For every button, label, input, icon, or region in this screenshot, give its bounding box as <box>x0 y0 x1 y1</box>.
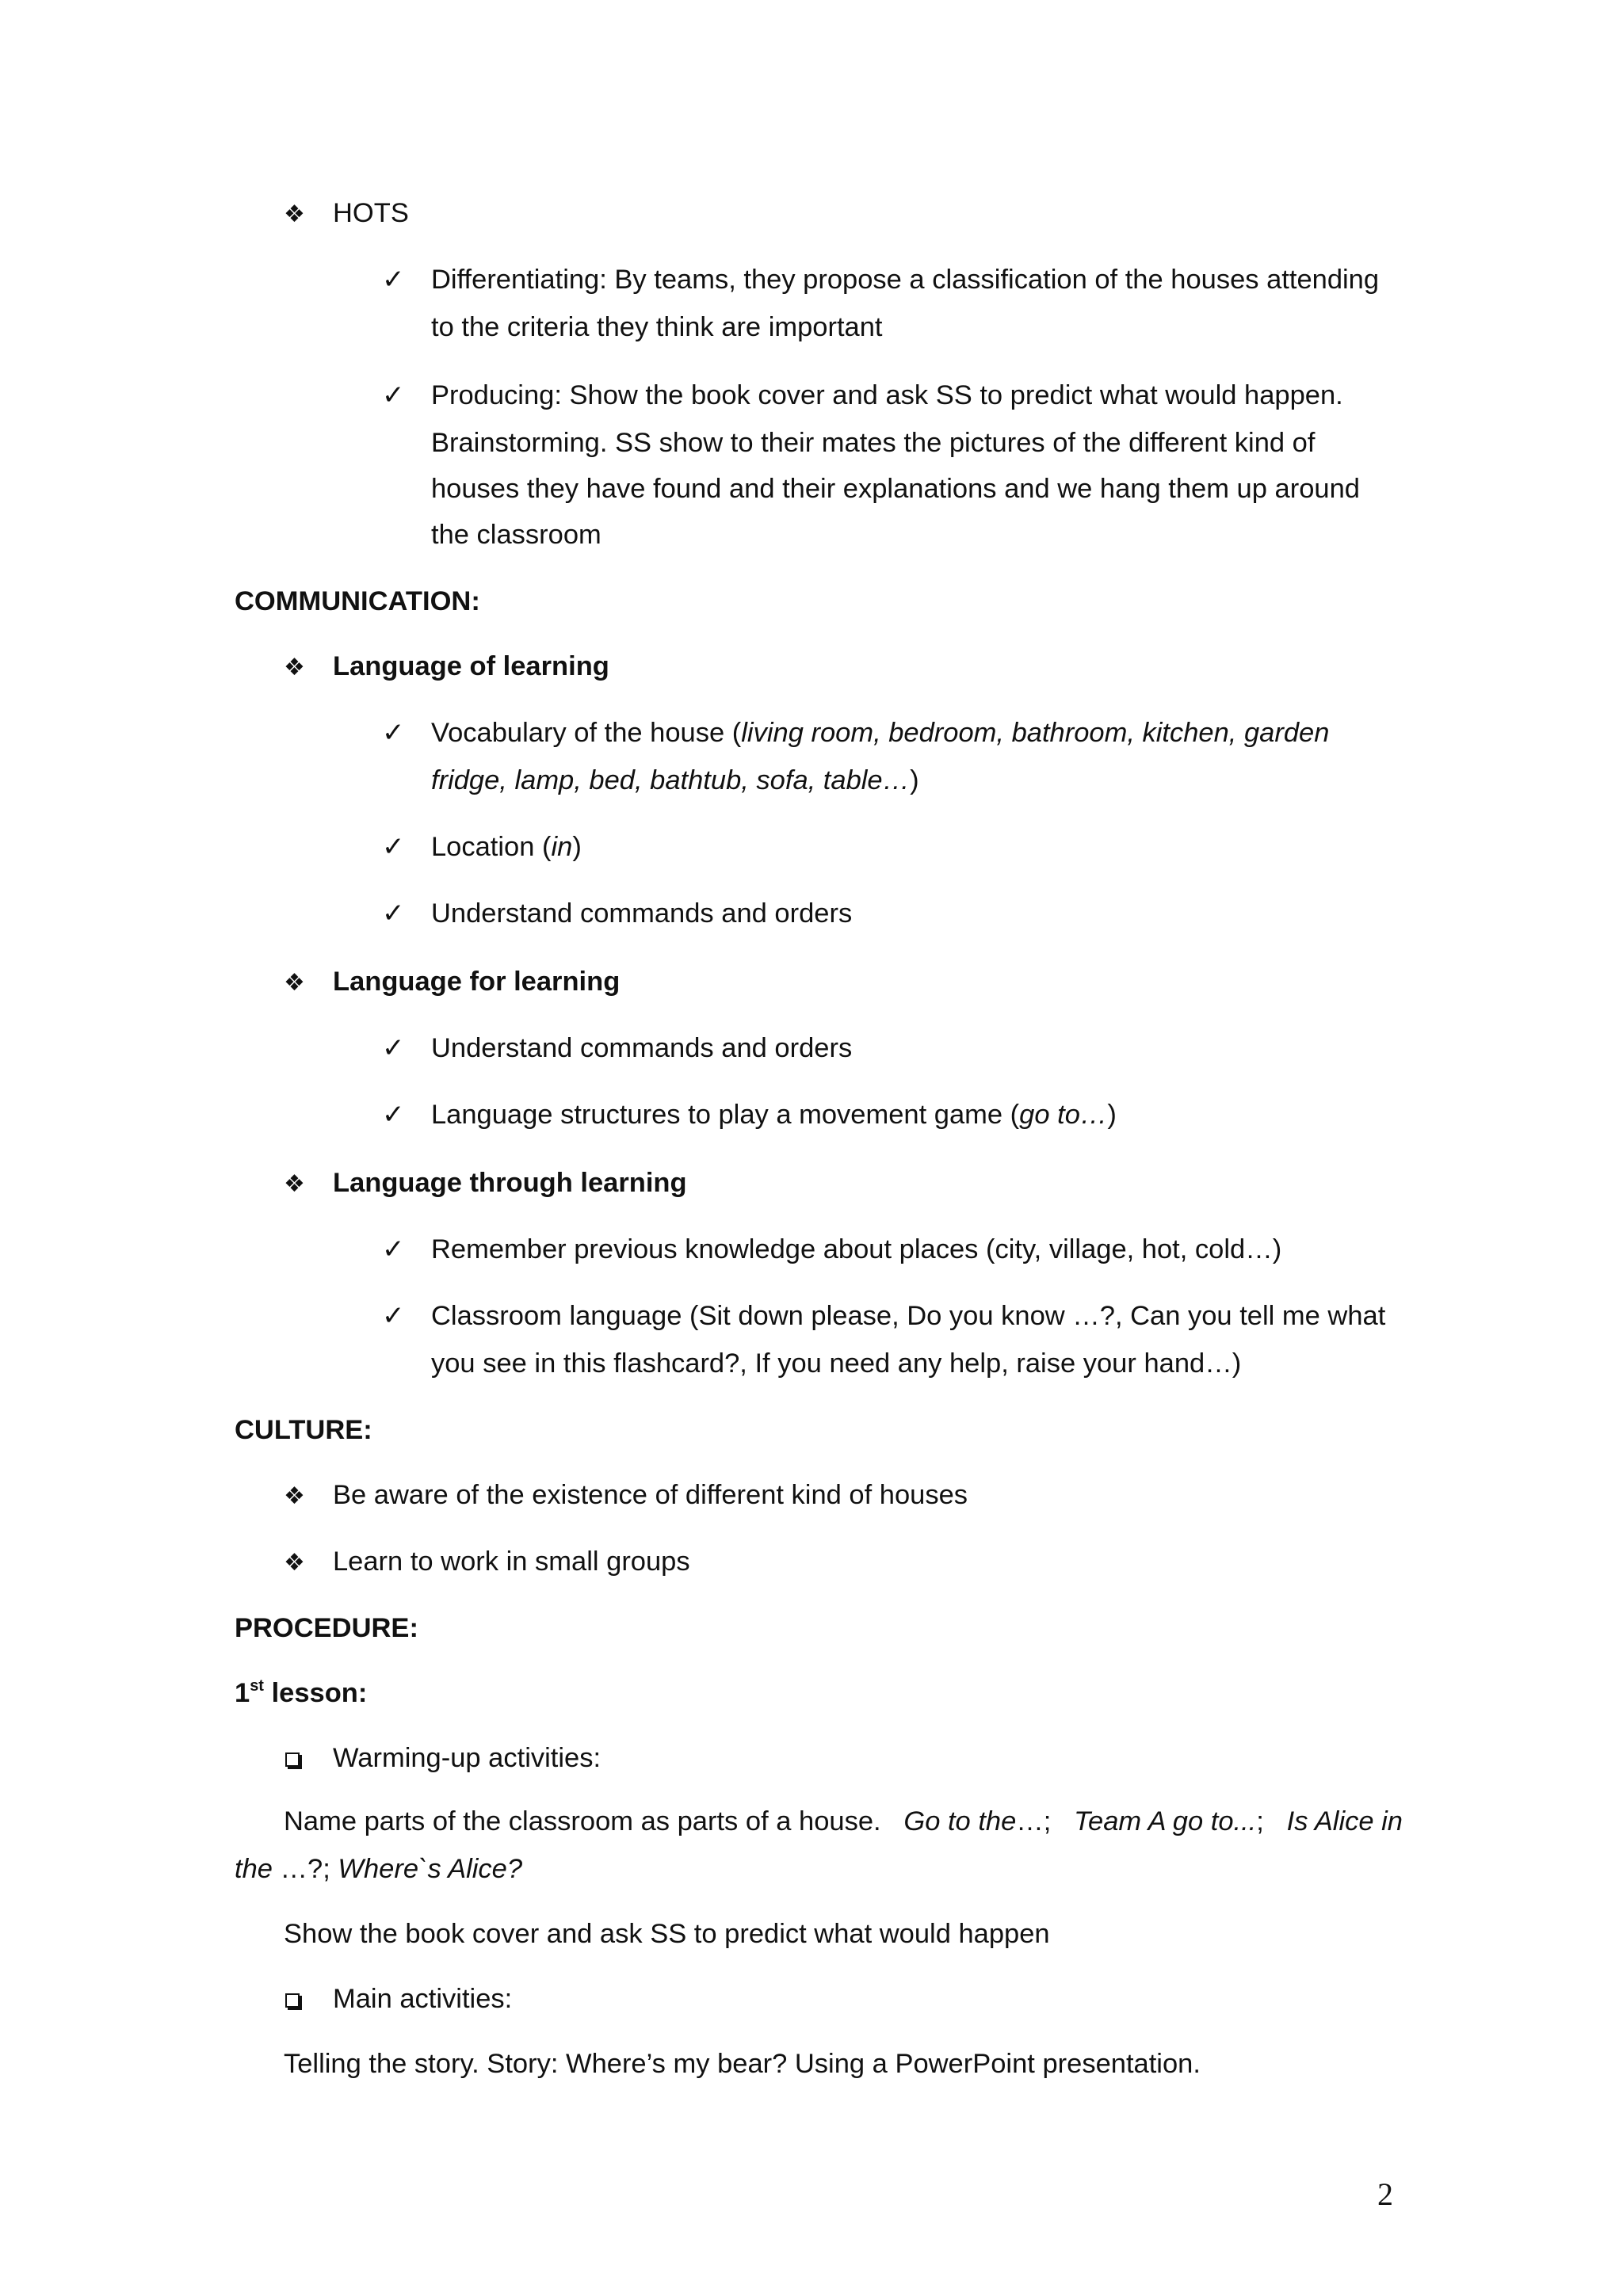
diamond-bullet-icon: ❖ <box>284 201 305 227</box>
check-bullet-icon: ✓ <box>382 1301 405 1331</box>
procedure-heading: PROCEDURE: <box>235 1613 418 1643</box>
warmup-paragraph-2: Show the book cover and ask SS to predict what would happen <box>284 1919 1050 1949</box>
hots-item-2-line-4: the classroom <box>431 520 601 550</box>
checkbox-bullet-icon <box>285 1753 300 1767</box>
commands-item: Understand commands and orders <box>431 898 853 929</box>
warmup-paragraph-line-1: Name parts of the classroom as parts of a house. Go to the…; Team A go to...; Is Alice in <box>284 1806 1403 1836</box>
checkbox-bullet-icon <box>285 1993 300 2008</box>
hots-heading: HOTS <box>333 198 409 228</box>
culture-heading: CULTURE: <box>235 1415 372 1445</box>
classroom-language-line-2: you see in this flashcard?, If you need any help, raise your hand…) <box>431 1348 1242 1379</box>
hots-item-2-line-2: Brainstorming. SS show to their mates the pictures of the different kind of <box>431 428 1316 458</box>
hots-item-1-line-1: Differentiating: By teams, they propose a classification of the houses attending <box>431 265 1380 295</box>
check-bullet-icon: ✓ <box>382 898 405 929</box>
check-bullet-icon: ✓ <box>382 380 405 410</box>
classroom-language-line-1: Classroom language (Sit down please, Do you know …?, Can you tell me what <box>431 1301 1386 1331</box>
check-bullet-icon: ✓ <box>382 718 405 748</box>
warmup-paragraph-line-2: the …?; Where`s Alice? <box>235 1854 523 1884</box>
main-activities-paragraph: Telling the story. Story: Where’s my bear? Using a PowerPoint presentation. <box>284 2049 1201 2079</box>
vocabulary-line-1: Vocabulary of the house (living room, bedroom, bathroom, kitchen, garden <box>431 718 1330 748</box>
culture-item-1: Be aware of the existence of different kind of houses <box>333 1480 968 1510</box>
communication-heading: COMMUNICATION: <box>235 586 480 616</box>
check-bullet-icon: ✓ <box>382 832 405 862</box>
diamond-bullet-icon: ❖ <box>284 1483 305 1509</box>
language-through-learning-heading: Language through learning <box>333 1168 687 1198</box>
language-of-learning-heading: Language of learning <box>333 651 609 681</box>
main-activities-heading: Main activities: <box>333 1984 513 2014</box>
hots-item-2-line-3: houses they have found and their explanations and we hang them up around <box>431 474 1360 504</box>
lesson-heading: 1st lesson: <box>235 1677 368 1708</box>
language-for-learning-heading: Language for learning <box>333 967 621 997</box>
remember-item: Remember previous knowledge about places (city, village, hot, cold…) <box>431 1234 1282 1264</box>
vocabulary-line-2: fridge, lamp, bed, bathtub, sofa, table…) <box>431 765 919 795</box>
diamond-bullet-icon: ❖ <box>284 970 305 996</box>
diamond-bullet-icon: ❖ <box>284 1550 305 1576</box>
location-item: Location (in) <box>431 832 582 862</box>
check-bullet-icon: ✓ <box>382 1100 405 1130</box>
warmup-heading: Warming-up activities: <box>333 1743 601 1773</box>
culture-item-2: Learn to work in small groups <box>333 1547 690 1577</box>
page-number: 2 <box>1377 2176 1393 2212</box>
hots-item-2-line-1: Producing: Show the book cover and ask SS to predict what would happen. <box>431 380 1343 410</box>
check-bullet-icon: ✓ <box>382 1234 405 1264</box>
commands-item-2: Understand commands and orders <box>431 1033 853 1063</box>
check-bullet-icon: ✓ <box>382 265 405 295</box>
check-bullet-icon: ✓ <box>382 1033 405 1063</box>
hots-item-1-line-2: to the criteria they think are important <box>431 312 883 342</box>
diamond-bullet-icon: ❖ <box>284 654 305 681</box>
diamond-bullet-icon: ❖ <box>284 1171 305 1197</box>
structures-item: Language structures to play a movement game (go to…) <box>431 1100 1117 1130</box>
